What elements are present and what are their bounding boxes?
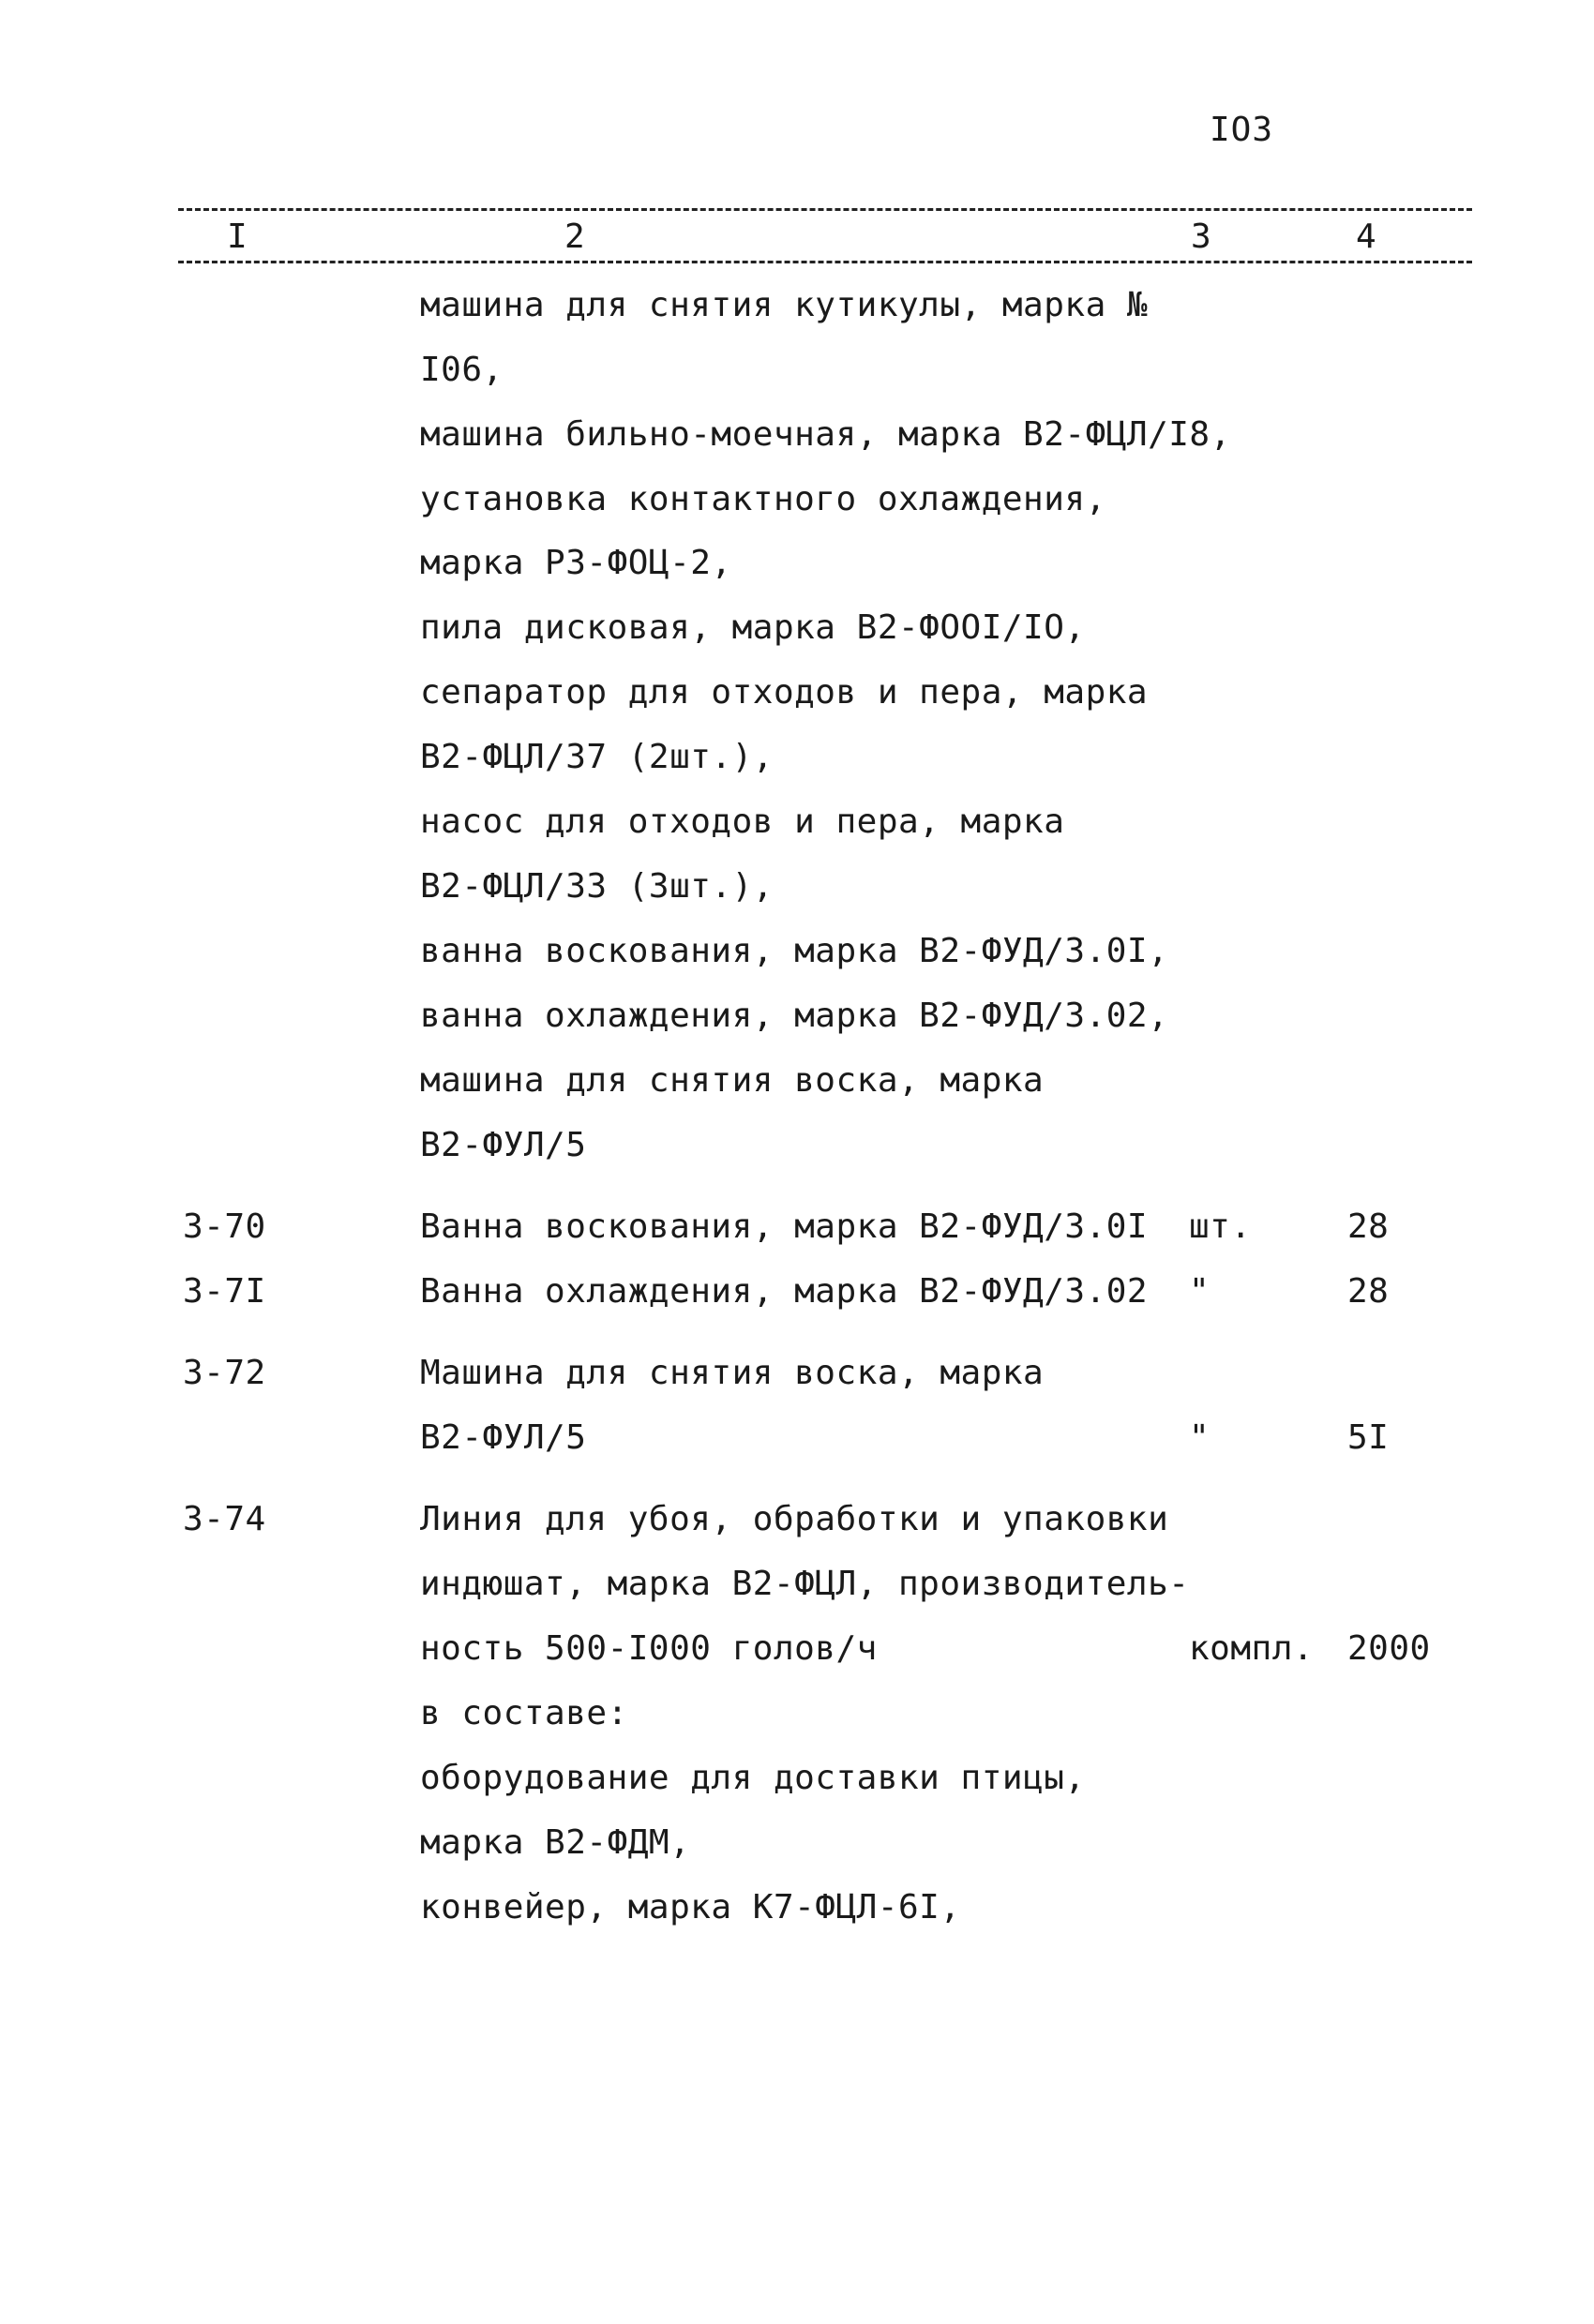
- row-unit: ": [1189, 1272, 1211, 1311]
- continuation-line: машина для снятия кутикулы, марка №: [420, 286, 1149, 324]
- row-value: 28: [1347, 1272, 1390, 1311]
- row-sub-item: конвейер, марка К7-ФЦЛ-6I,: [420, 1888, 961, 1927]
- row-description: Машина для снятия воска, марка: [420, 1354, 1045, 1392]
- row-description: индюшат, марка В2-ФЦЛ, производитель-: [420, 1565, 1190, 1603]
- row-code: 3-72: [183, 1354, 266, 1392]
- row-description: Линия для убоя, обработки и упаковки: [420, 1500, 1169, 1538]
- continuation-line: сепаратор для отходов и пера, марка: [420, 673, 1149, 712]
- row-unit: ": [1189, 1418, 1211, 1457]
- row-code: 3-74: [183, 1500, 266, 1538]
- table-header-rule-bottom: [178, 261, 1472, 263]
- continuation-line: установка контактного охлаждения,: [420, 480, 1106, 518]
- column-header-1: I: [223, 217, 251, 256]
- row-unit: компл.: [1189, 1629, 1315, 1668]
- column-header-2: 2: [561, 217, 589, 256]
- table-header-rule-top: [178, 208, 1472, 211]
- row-value: 28: [1347, 1207, 1390, 1246]
- continuation-line: насос для отходов и пера, марка: [420, 802, 1065, 841]
- continuation-line: машина для снятия воска, марка: [420, 1061, 1045, 1100]
- column-header-3: 3: [1187, 217, 1215, 256]
- continuation-line: В2-ФЦЛ/37 (2шт.),: [420, 738, 774, 776]
- row-value: 5I: [1347, 1418, 1390, 1457]
- row-description: В2-ФУЛ/5: [420, 1418, 587, 1457]
- row-description: Ванна воскования, марка В2-ФУД/3.0I: [420, 1207, 1149, 1246]
- row-sub-item: марка В2-ФДМ,: [420, 1823, 691, 1862]
- column-header-4: 4: [1352, 217, 1380, 256]
- continuation-line: В2-ФЦЛ/33 (3шт.),: [420, 867, 774, 906]
- page-number: IO3: [1210, 111, 1274, 149]
- continuation-line: В2-ФУЛ/5: [420, 1126, 587, 1164]
- continuation-line: пила дисковая, марка В2-ФООI/IO,: [420, 608, 1086, 647]
- row-sub-item: оборудование для доставки птицы,: [420, 1759, 1086, 1797]
- continuation-line: машина бильно-моечная, марка В2-ФЦЛ/I8,: [420, 415, 1231, 454]
- row-sub-item: в составе:: [420, 1694, 628, 1732]
- row-code: 3-70: [183, 1207, 266, 1246]
- continuation-line: I06,: [420, 351, 504, 389]
- row-unit: шт.: [1189, 1207, 1252, 1246]
- row-description: ность 500-I000 голов/ч: [420, 1629, 878, 1668]
- continuation-line: ванна воскования, марка В2-ФУД/3.0I,: [420, 932, 1169, 970]
- row-value: 2000: [1347, 1629, 1431, 1668]
- continuation-line: марка РЗ-ФОЦ-2,: [420, 544, 732, 582]
- row-code: 3-7I: [183, 1272, 266, 1311]
- continuation-line: ванна охлаждения, марка В2-ФУД/3.02,: [420, 997, 1169, 1035]
- row-description: Ванна охлаждения, марка В2-ФУД/3.02: [420, 1272, 1149, 1311]
